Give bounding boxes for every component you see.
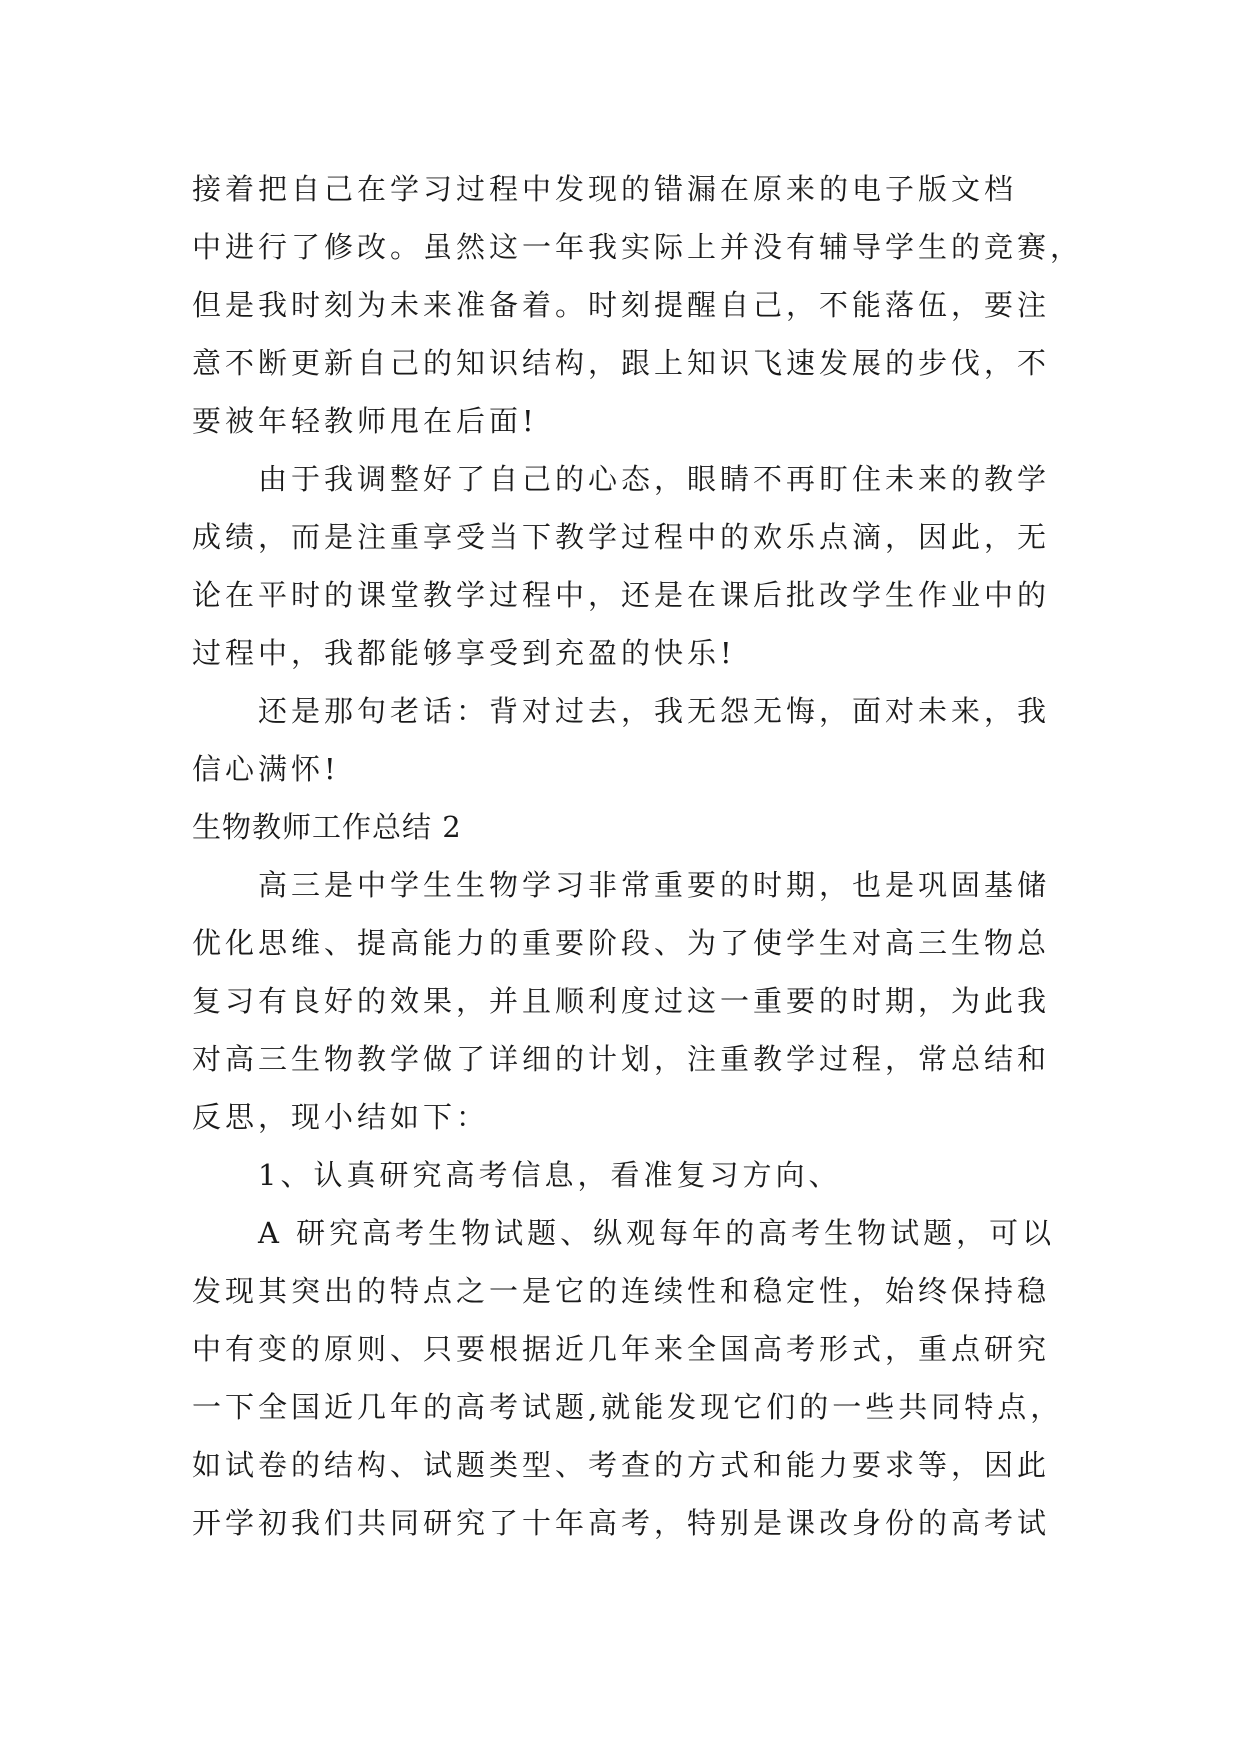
section-heading: 生物教师工作总结 2 bbox=[192, 810, 462, 844]
text-line: 对高三生物教学做了详细的计划，注重教学过程，常总结和 bbox=[192, 1042, 1051, 1076]
text-line: 由于我调整好了自己的心态，眼睛不再盯住未来的教学 bbox=[192, 462, 1051, 496]
text-line: 开学初我们共同研究了十年高考，特别是课改身份的高考试 bbox=[192, 1506, 1051, 1540]
text-line: 发现其突出的特点之一是它的连续性和稳定性，始终保持稳 bbox=[192, 1274, 1051, 1308]
text-line: 要被年轻教师甩在后面! bbox=[192, 404, 538, 438]
text-line: 优化思维、提高能力的重要阶段、为了使学生对高三生物总 bbox=[192, 926, 1051, 960]
text-line: 信心满怀! bbox=[192, 752, 340, 786]
text-line: 复习有良好的效果，并且顺利度过这一重要的时期，为此我 bbox=[192, 984, 1051, 1018]
text-line: 中有变的原则、只要根据近几年来全国高考形式，重点研究 bbox=[192, 1332, 1051, 1366]
text-line: 但是我时刻为未来准备着。时刻提醒自己，不能落伍，要注 bbox=[192, 288, 1051, 322]
text-line: 中进行了修改。虽然这一年我实际上并没有辅导学生的竞赛， bbox=[192, 230, 1084, 264]
text-line: 一下全国近几年的高考试题,就能发现它们的一些共同特点， bbox=[192, 1390, 1064, 1424]
text-line: 接着把自己在学习过程中发现的错漏在原来的电子版文档 bbox=[192, 172, 1018, 206]
text-line: 如试卷的结构、试题类型、考查的方式和能力要求等，因此 bbox=[192, 1448, 1051, 1482]
text-line: 意不断更新自己的知识结构，跟上知识飞速发展的步伐，不 bbox=[192, 346, 1051, 380]
text-line: A 研究高考生物试题、纵观每年的高考生物试题，可以 bbox=[192, 1216, 1056, 1250]
text-line: 高三是中学生生物学习非常重要的时期，也是巩固基储 bbox=[192, 868, 1051, 902]
document-body bbox=[192, 160, 1092, 1552]
text-line: 成绩，而是注重享受当下教学过程中的欢乐点滴，因此，无 bbox=[192, 520, 1051, 554]
text-line: 还是那句老话：背对过去，我无怨无悔，面对未来，我 bbox=[192, 694, 1051, 728]
text-line: 论在平时的课堂教学过程中，还是在课后批改学生作业中的 bbox=[192, 578, 1051, 612]
text-line: 反思，现小结如下： bbox=[192, 1100, 490, 1134]
text-line: 过程中，我都能够享受到充盈的快乐! bbox=[192, 636, 736, 670]
text-line: 1、认真研究高考信息，看准复习方向、 bbox=[192, 1158, 842, 1192]
